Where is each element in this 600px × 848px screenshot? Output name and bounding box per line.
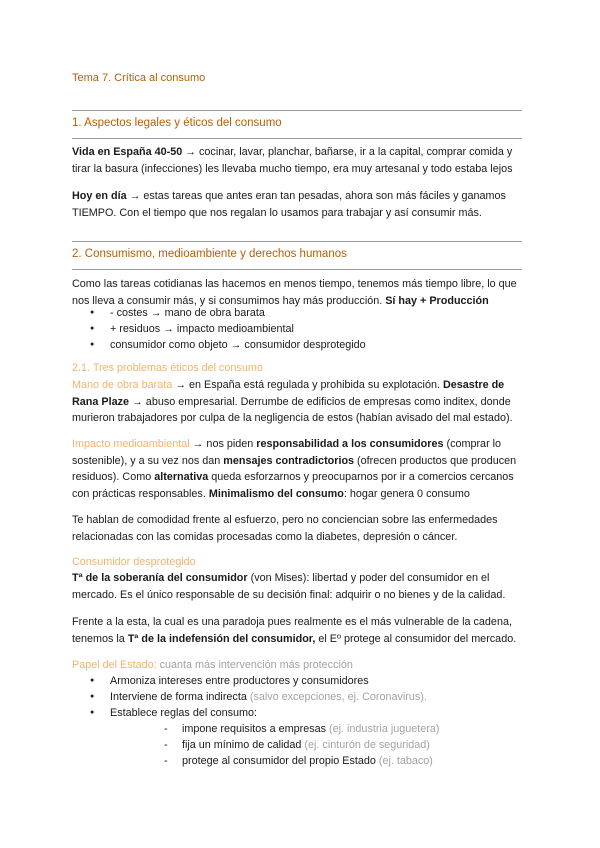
paragraph-hoy-en-dia: Hoy en día → estas tareas que antes eran tan pesadas, ahora son más fáciles y ganamos TIEMPO. Con el tiempo que nos regalan lo usamos para trabajar y así consumir más.	[72, 190, 506, 219]
paragraph-mano-obra: Mano de obra barata → en España está regulada y prohibida su explotación. Desastre de Rana Plaze → abuso empresarial. Derrumbe de edificios de empresas como inditex, donde murieron trabajadores por culpa de la negligencia de estos (habían avisado del mal estado).	[72, 379, 513, 425]
paragraph-frente: Frente a la esta, la cual es una paradoja pues realmente es el más vulnerable de la cadena, tenemos la Tª de la indefensión del consumidor, el Eº protege al consumidor del mercado.	[72, 616, 517, 645]
divider	[72, 110, 522, 111]
divider	[72, 138, 522, 139]
list-item: - fija un mínimo de calidad (ej. cinturón de seguridad)	[110, 737, 526, 753]
bullet-list-estado	[72, 673, 526, 769]
paragraph-soberania: Tª de la soberanía del consumidor (von Mises): libertad y poder del consumidor en el mercado. Es el único responsable de su decisión final: adquirir o no bienes y de la calidad.	[72, 572, 506, 601]
list-item: ● + residuos → impacto medioambiental	[72, 321, 526, 337]
consumidor-heading: Consumidor desprotegido	[72, 556, 196, 568]
list-item: ● Interviene de forma indirecta (salvo excepciones, ej. Coronavirus).	[72, 689, 526, 705]
section-1-heading: 1. Aspectos legales y éticos del consumo	[72, 117, 282, 129]
divider	[72, 241, 522, 242]
list-item: ● consumidor como objeto → consumidor desprotegido	[72, 337, 526, 353]
list-item: ● - costes → mano de obra barata	[72, 305, 526, 321]
list-item: ● Establece reglas del consumo: - impone requisitos a empresas (ej. industria juguetera) - fija un mínimo de calidad (ej. cinturón de seguridad) - protege al consumidor del propio Estado (ej. tabaco)	[72, 705, 526, 769]
subsection-heading: 2.1. Tres problemas éticos del consumo	[72, 362, 263, 374]
paragraph-papel-estado: Papel del Estado: cuanta más intervención más protección	[72, 659, 353, 671]
list-item: - impone requisitos a empresas (ej. industria juguetera)	[110, 721, 526, 737]
paragraph-comodidad: Te hablan de comodidad frente al esfuerzo, pero no conciencian sobre las enfermedades relacionadas con las comidas procesadas como la diabetes, depresión o cáncer.	[72, 514, 498, 543]
paragraph-vida-espana: Vida en España 40-50 → cocinar, lavar, planchar, bañarse, ir a la capital, comprar comida y tirar la basura (infecciones) les llevaba mucho tiempo, era muy artesanal y todo estaba lejos	[72, 146, 513, 175]
list-item: - protege al consumidor del propio Estado (ej. tabaco)	[110, 753, 526, 769]
document-title: Tema 7. Crítica al consumo	[72, 72, 206, 84]
list-item: ● Armoniza intereses entre productores y consumidores	[72, 673, 526, 689]
paragraph-intro: Como las tareas cotidianas las hacemos en menos tiempo, tenemos más tiempo libre, lo que nos lleva a consumir más, y si consumimos hay más producción. Sí hay + Producción	[72, 278, 517, 307]
bullet-list-problems	[72, 305, 526, 353]
paragraph-impacto: Impacto medioambiental → nos piden responsabilidad a los consumidores (comprar lo sostenible), y a su vez nos dan mensajes contradictorios (ofrecen productos que producen residuos). Como alternativa queda esforzarnos y preocuparnos por ir a comercios cercanos con prácticas responsables. Minimalismo del consumo: hogar genera 0 consumo	[72, 438, 517, 500]
divider	[72, 269, 522, 270]
sub-list-reglas	[110, 721, 526, 769]
section-2-heading: 2. Consumismo, medioambiente y derechos humanos	[72, 248, 347, 260]
